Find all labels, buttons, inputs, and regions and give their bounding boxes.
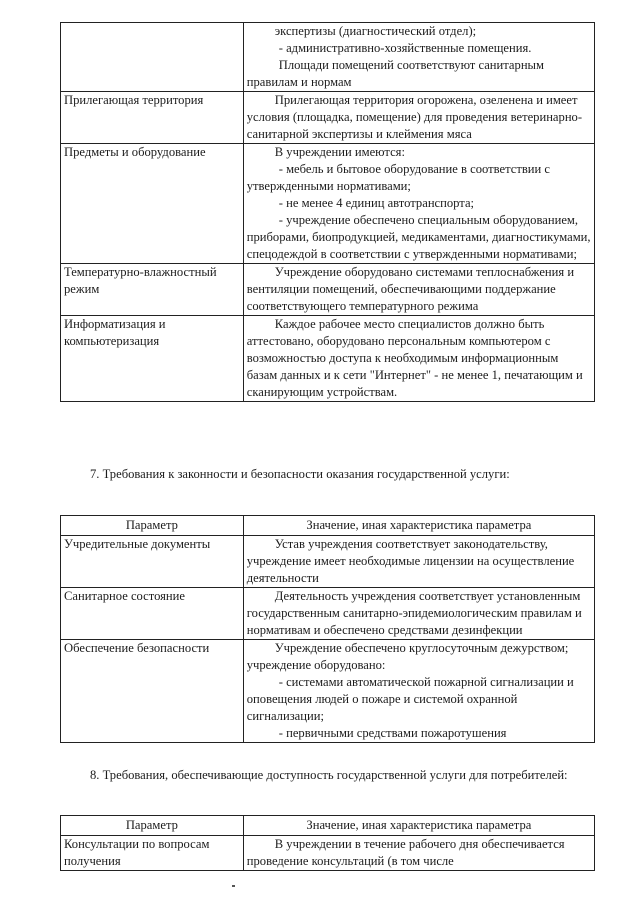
value-text: Устав учреждения соответствует законодательству, учреждение имеет необходимые лицензии на осуществление деятельности <box>246 537 575 585</box>
param-cell: Температурно-влажностный режим <box>61 264 244 316</box>
column-header: Параметр <box>61 816 244 836</box>
value-text: Прилегающая территория огорожена, озеленена и имеет условия (площадка, помещение) для проведения ветеринарно-санитарной экспертизы и клеймения мяса <box>246 93 583 141</box>
scan-speck <box>232 885 235 887</box>
value-cell <box>243 264 594 316</box>
table-row <box>61 92 595 144</box>
value-cell <box>243 92 594 144</box>
value-cell <box>243 23 594 92</box>
value-text: Деятельность учреждения соответствует установленным государственным санитарно-эпидемиологическим правилам и нормативам и обеспечено средствами дезинфекции <box>246 589 582 637</box>
param-cell: Информатизация и компьютеризация <box>61 316 244 402</box>
value-cell <box>243 836 594 871</box>
column-header: Значение, иная характеристика параметра <box>243 516 594 536</box>
value-text: Каждое рабочее место специалистов должно быть аттестовано, оборудовано персональным компьютером с возможностью доступа к необходимым информационным базам данных и к сети "Интернет" - не менее 1, печатающим и сканирующим устройствам. <box>246 317 583 399</box>
value-line: Учреждение обеспечено круглосуточным дежурством; учреждение оборудовано: <box>246 641 569 672</box>
table-row <box>61 144 595 264</box>
value-line: - первичными средствами пожаротушения <box>278 726 507 740</box>
value-line: - системами автоматической пожарной сигнализации и оповещения людей о пожаре и системой охранной сигнализации; <box>246 675 574 723</box>
section-heading: 8. Требования, обеспечивающие доступность государственной услуги для потребителей: <box>90 768 568 782</box>
param-cell: Консультации по вопросам получения <box>61 836 244 871</box>
table-header-row <box>61 816 595 836</box>
table-header-row <box>61 516 595 536</box>
value-line: - мебель и бытовое оборудование в соответствии с утвержденными нормативами; <box>246 162 551 193</box>
accessibility-table <box>60 815 595 871</box>
facilities-table <box>60 22 595 402</box>
column-header: Значение, иная характеристика параметра <box>243 816 594 836</box>
table-row <box>61 536 595 588</box>
value-line: - не менее 4 единиц автотранспорта; <box>278 196 475 210</box>
table-row <box>61 588 595 640</box>
value-cell <box>243 536 594 588</box>
value-line: Площади помещений соответствуют санитарным правилам и нормам <box>246 58 544 89</box>
value-line: В учреждении имеются: <box>274 145 405 159</box>
table-row <box>61 264 595 316</box>
legality-safety-table <box>60 515 595 743</box>
param-cell <box>61 23 244 92</box>
column-header: Параметр <box>61 516 244 536</box>
value-line: экспертизы (диагностический отдел); <box>274 24 477 38</box>
param-cell: Санитарное состояние <box>61 588 244 640</box>
param-cell: Предметы и оборудование <box>61 144 244 264</box>
value-line: - административно-хозяйственные помещения. <box>278 41 532 55</box>
value-cell <box>243 640 594 743</box>
table-row <box>61 23 595 92</box>
value-cell <box>243 144 594 264</box>
value-text: В учреждении в течение рабочего дня обеспечивается проведение консультаций (в том числе <box>246 837 565 868</box>
table-row <box>61 836 595 871</box>
value-cell <box>243 588 594 640</box>
param-cell: Учредительные документы <box>61 536 244 588</box>
table-row <box>61 316 595 402</box>
value-text: Учреждение оборудовано системами теплоснабжения и вентиляции помещений, обеспечивающими поддержание соответствующего температурного режима <box>246 265 575 313</box>
value-line: - учреждение обеспечено специальным оборудованием, приборами, биопродукцией, медикаментами, диагностикумами, спецодеждой в соответствии с утвержденными нормативами; <box>246 213 591 261</box>
param-cell: Прилегающая территория <box>61 92 244 144</box>
table-row <box>61 640 595 743</box>
param-cell: Обеспечение безопасности <box>61 640 244 743</box>
section-heading: 7. Требования к законности и безопасности оказания государственной услуги: <box>90 467 510 481</box>
value-cell <box>243 316 594 402</box>
